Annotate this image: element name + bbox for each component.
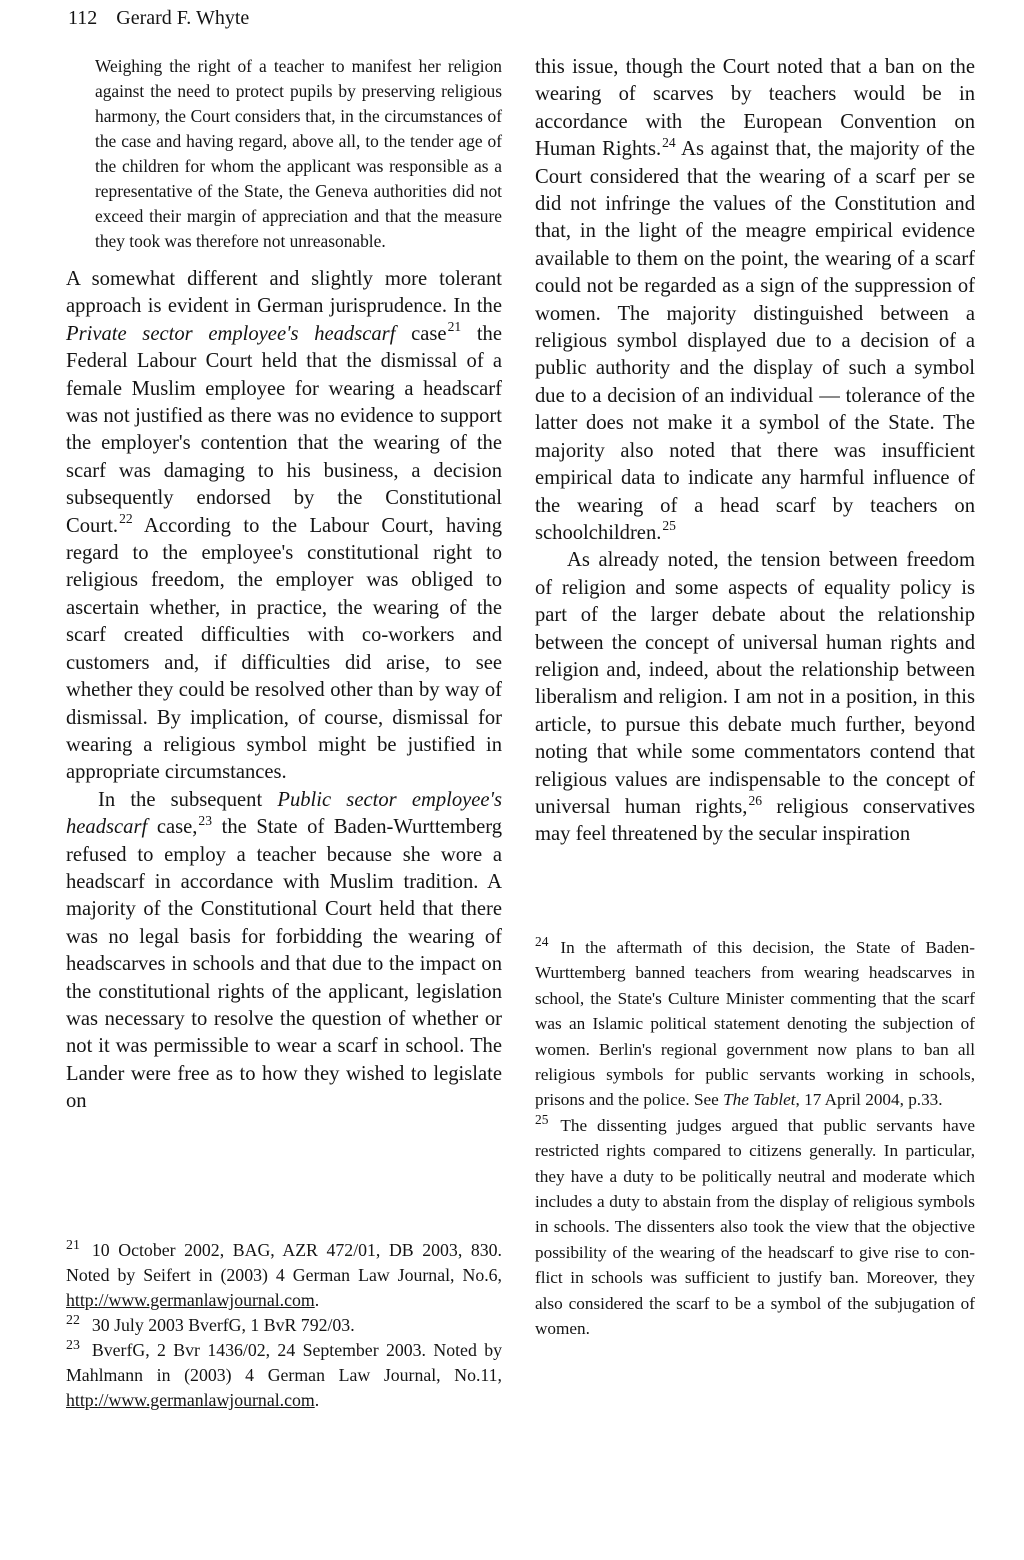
footnote-22 bbox=[66, 1313, 502, 1338]
paragraph-text: In the subsequent bbox=[98, 788, 278, 811]
footnote-text: In the aftermath of this decision, the State of Baden-Wurttemberg banned teachers from wearing headscarves in school, the State's Culture Minister commenting that the scarf was an Islamic political statement denoting the subjection of women. Berlin's regional government now plans to ban all religious symbols for public servants working in schools, prisons and the police. See bbox=[535, 938, 975, 1110]
footnote-21 bbox=[66, 1238, 502, 1313]
footnote-ref-23[interactable]: 23 bbox=[198, 812, 212, 828]
footnote-text: . bbox=[314, 1290, 320, 1310]
publication-title: The Tablet bbox=[723, 1090, 796, 1110]
footnote-text: . bbox=[314, 1390, 320, 1410]
footnotes-left bbox=[66, 1238, 502, 1413]
case-title-public-sector: Public sector employee's headscarf bbox=[66, 788, 502, 839]
paragraph-text: religious conservatives may feel threatened by the secular inspiration bbox=[535, 795, 975, 846]
left-column bbox=[66, 54, 502, 1116]
footnote-link[interactable]: http://www.germanlawjournal.com bbox=[66, 1390, 315, 1410]
footnotes-right bbox=[535, 935, 975, 1342]
paragraph-text: this issue, though the Court noted that a ban on the wearing of scarves by teachers would be in accordance with the European Convention on Human Rights. bbox=[535, 56, 975, 161]
paragraph-text: the State of Baden-Wurttemberg refused to employ a teacher because she wore a headscarf in accordance with Muslim tradition. A majority of the Constitutional Court held that there was no legal basis for forbidding the wearing of headscarves in schools and that due to the impact on the constitutional rights of the applicant, legislation was necessary to resolve the question of whether or not it was permissible to wear a scarf in school. The Lander were free as to how they wished to legislate on bbox=[66, 816, 502, 1113]
paragraph-text: case, bbox=[147, 816, 198, 839]
footnote-24 bbox=[535, 935, 975, 1113]
paragraph-text: According to the Labour Court, having regard to the employee's constitutional right to religious freedom, the employer was obliged to ascertain whether, in practice, the wearing of the scarf created difficulties with co-workers and customers and, if difficulties did arise, to see whether they could be resolved other than by way of dismissal. By implication, of course, dismissal for wearing a religious symbol might be justified in appropriate circumstances. bbox=[66, 514, 502, 784]
footnote-number: 22 bbox=[66, 1313, 80, 1329]
paragraph-text: As against that, the majority of the Court considered that the wearing of a scarf per se did not infringe the values of the Constitution and that, in the light of the meagre empirical evidence available to them on the point, the wearing of a scarf could not be regarded as a sign of the suppression of women. The majority distinguished between a religious symbol displayed due to a decision of a public authority and the display of such a symbol due to a decision of an individual — tolerance of the latter does not make it a symbol of the State. The majority also noted that there was insufficient empirical data to indicate any harmful influence of the wearing of a head scarf by teachers on schoolchildren. bbox=[535, 138, 975, 544]
footnote-25 bbox=[535, 1113, 975, 1342]
footnote-ref-22[interactable]: 22 bbox=[119, 511, 133, 527]
footnote-23 bbox=[66, 1338, 502, 1413]
right-body-text bbox=[535, 54, 975, 849]
footnote-link[interactable]: http://www.germanlawjournal.com bbox=[66, 1290, 315, 1310]
paragraph-public-sector-case bbox=[66, 787, 502, 1116]
paragraph-tension-debate bbox=[535, 547, 975, 848]
paragraph-text: case bbox=[395, 322, 447, 345]
block-quote: Weighing the right of a teacher to manifest her religion against the need to protect pupils by preserving religious harmony, the Court considers that, in the circumstances of the case and having regard, above all, to the tender age of the children for whom the applicant was responsible as a representative of the State, the Geneva authorities did not exceed their margin of appreciation and that the measure they took was therefore not unreasonable. bbox=[95, 56, 502, 251]
footnote-text: , 17 April 2004, p.33. bbox=[795, 1090, 943, 1110]
paragraph-text: A somewhat different and slightly more tolerant approach is evident in German jurisprudence. In the bbox=[66, 268, 502, 318]
paragraph-text: the Federal Labour Court held that the dismissal of a female Muslim employee for wearing a headscarf was not justified as there was no evidence to support the employer's contention that the wearing of the scarf was damaging to his business, a decision subsequently endorsed by the Constitutional Court. bbox=[66, 322, 502, 537]
case-title-private-sector: Private sector employee's headscarf bbox=[66, 322, 396, 345]
page-number: 112 bbox=[68, 7, 98, 29]
footnote-ref-24[interactable]: 24 bbox=[662, 134, 676, 150]
footnote-ref-21[interactable]: 21 bbox=[447, 319, 462, 335]
footnote-number: 23 bbox=[66, 1338, 80, 1354]
footnote-number: 21 bbox=[66, 1238, 80, 1254]
paragraph-continued bbox=[535, 54, 975, 547]
paragraph-text: As already noted, the tension between freedom of religion and some aspects of equality policy is part of the larger debate about the relationship between the concept of universal human rights and religion and, indeed, about the relationship between liberalism and religion. I am not in a position, in this article, to pursue this debate much further, beyond noting that while some commentators contend that religious values are indispensable to the concept of universal human rights, bbox=[535, 549, 975, 818]
footnote-text: 30 July 2003 BverfG, 1 BvR 792/03. bbox=[91, 1315, 355, 1335]
footnote-text: BverfG, 2 Bvr 1436/02, 24 September 2003. Noted by Mahlmann in (2003) 4 German Law Journal, No.11, bbox=[66, 1340, 502, 1385]
paragraph-german-jurisprudence bbox=[66, 266, 502, 787]
right-column bbox=[535, 54, 975, 849]
footnote-text: The dissenting judges argued that public servants have restricted rights compared to citizens generally. In particular, they have a duty to be politically neutral and moderate which includes a duty to abstain from the display of religious symbols in schools. The dissenters also took the view that the objective possibility of the wearing of the headscarf to give rise to conflict in schools was sufficient to justify ban. Moreover, they also considered the scarf to be a symbol of the subjugation of women. bbox=[535, 1115, 975, 1339]
footnote-number: 25 bbox=[535, 1112, 549, 1128]
footnote-text: 10 October 2002, BAG, AZR 472/01, DB 2003, 830. Noted by Seifert in (2003) 4 German Law Journal, No.6, bbox=[66, 1240, 502, 1285]
running-author: Gerard F. Whyte bbox=[116, 7, 250, 29]
footnote-ref-25[interactable]: 25 bbox=[662, 518, 676, 534]
left-body-text bbox=[66, 266, 502, 1116]
footnote-number: 24 bbox=[535, 934, 549, 950]
footnote-ref-26[interactable]: 26 bbox=[748, 792, 763, 808]
running-header bbox=[68, 4, 249, 32]
